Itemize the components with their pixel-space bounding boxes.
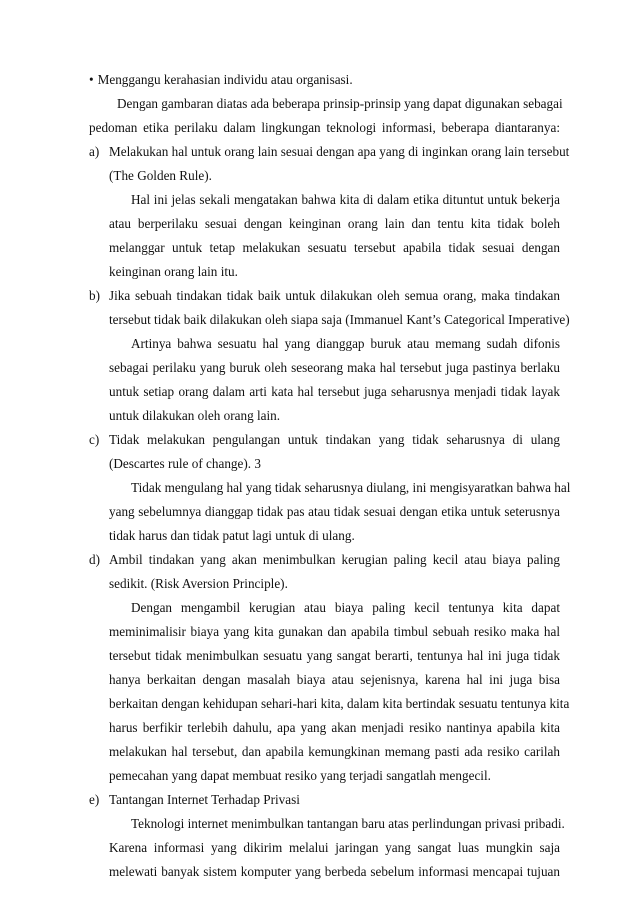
item-heading-line: (The Golden Rule).: [109, 168, 212, 183]
list-marker: e): [89, 792, 100, 807]
item-heading-line: sedikit. (Risk Aversion Principle).: [109, 576, 288, 591]
intro-line: Dengan gambaran diatas ada beberapa prinsip-prinsip yang dapat digunakan sebagai: [117, 96, 563, 111]
item-heading-line: (Descartes rule of change). 3: [109, 456, 261, 471]
item-heading-line: Melakukan hal untuk orang lain sesuai dengan apa yang di inginkan orang lain tersebut: [109, 144, 570, 159]
list-marker: b): [89, 288, 100, 303]
item-body-line: yang sebelumnya dianggap tidak pas atau tidak sesuai dengan etika untuk seterusnya: [109, 504, 560, 519]
item-body-line: melanggar untuk tetap melakukan sesuatu tersebut apabila tidak sesuai dengan: [109, 240, 560, 255]
item-body-line: Teknologi internet menimbulkan tantangan baru atas perlindungan privasi pribadi.: [131, 816, 565, 831]
bullet-icon: •: [89, 72, 94, 87]
item-body-line: Hal ini jelas sekali mengatakan bahwa kita di dalam etika dituntut untuk bekerja: [131, 192, 560, 207]
item-body-line: Dengan mengambil kerugian atau biaya paling kecil tentunya kita dapat: [131, 600, 560, 615]
item-body-line: meminimalisir biaya yang kita gunakan dan apabila timbul sebuah resiko maka hal: [109, 624, 560, 639]
item-heading-line: tersebut tidak baik dilakukan oleh siapa saja (Immanuel Kant’s Categorical Imperative): [109, 312, 570, 327]
item-body-line: harus berfikir terlebih dahulu, apa yang akan menjadi resiko nantinya apabila kita: [109, 720, 560, 735]
item-body-line: melewati banyak sistem komputer yang berbeda sebelum informasi mencapai tujuan: [109, 864, 560, 879]
item-body-line: sebagai perilaku yang buruk oleh seseorang maka hal tersebut juga pastinya berlaku: [109, 360, 560, 375]
item-heading-line: Tidak melakukan pengulangan untuk tindakan yang tidak seharusnya di ulang: [109, 432, 560, 447]
item-body-line: untuk dilakukan oleh orang lain.: [109, 408, 281, 423]
item-heading-line: Jika sebuah tindakan tidak baik untuk dilakukan oleh semua orang, maka tindakan: [109, 288, 560, 303]
item-body-line: untuk setiap orang dalam arti kata hal tersebut juga seharusnya menjadi tidak layak: [109, 384, 560, 399]
item-body-line: keinginan orang lain itu.: [109, 264, 238, 279]
item-heading-line: Ambil tindakan yang akan menimbulkan kerugian paling kecil atau biaya paling: [109, 552, 560, 567]
item-body-line: berkaitan dengan kehidupan sehari-hari kita, dalam kita bertindak sesuatu tentunya kita: [109, 696, 570, 711]
item-heading-line: Tantangan Internet Terhadap Privasi: [109, 792, 300, 807]
list-marker: a): [89, 144, 100, 159]
item-body-line: pemecahan yang dapat membuat resiko yang terjadi sangatlah mengecil.: [109, 768, 491, 783]
item-body-line: Tidak mengulang hal yang tidak seharusnya diulang, ini mengisyaratkan bahwa hal: [131, 480, 571, 495]
item-body-line: Karena informasi yang dikirim melalui jaringan yang sangat luas mungkin saja: [109, 840, 560, 855]
item-body-line: tersebut tidak menimbulkan sesuatu yang sangat berarti, tentunya hal ini juga tidak: [109, 648, 560, 663]
item-body-line: tidak harus dan tidak patut lagi untuk di ulang.: [109, 528, 355, 543]
item-body-line: Artinya bahwa sesuatu hal yang dianggap buruk atau memang sudah difonis: [131, 336, 560, 351]
bullet-item: [89, 68, 353, 92]
item-body-line: hanya berkaitan dengan masalah biaya atau sejenisnya, karena hal ini juga bisa: [109, 672, 560, 687]
item-body-line: atau berperilaku sesuai dengan keinginan orang lain dan tentu kita tidak boleh: [109, 216, 560, 231]
list-marker: d): [89, 552, 100, 567]
item-body-line: melakukan hal tersebut, dan apabila kemungkinan memang pasti ada resiko carilah: [109, 744, 560, 759]
bullet-text: Menggangu kerahasian individu atau organisasi.: [97, 72, 353, 87]
intro-line: pedoman etika perilaku dalam lingkungan teknologi informasi, beberapa diantaranya:: [89, 120, 560, 135]
list-marker: c): [89, 432, 100, 447]
